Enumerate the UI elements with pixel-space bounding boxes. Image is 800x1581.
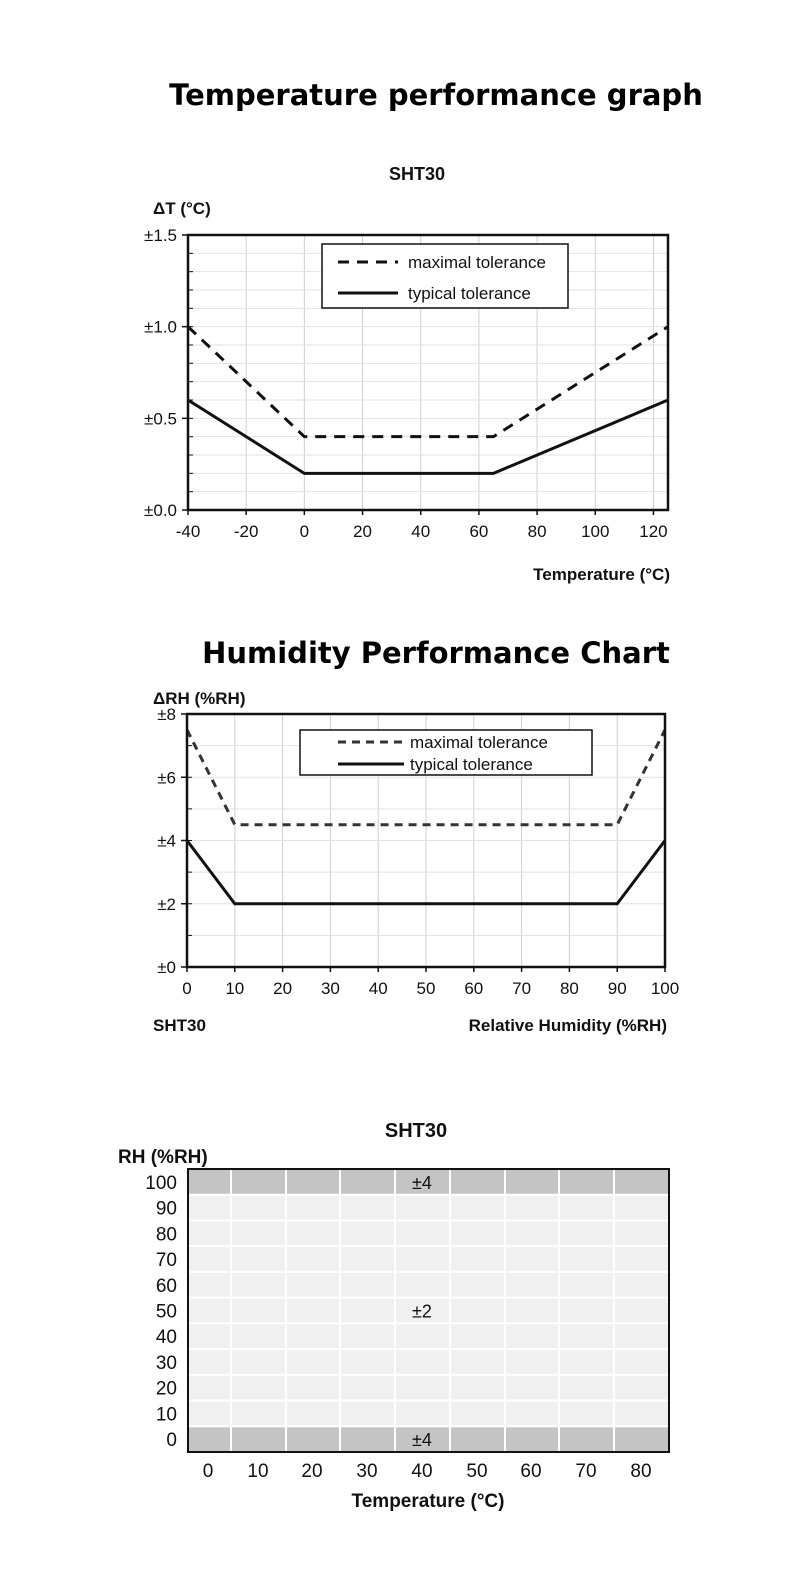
y-category-label: 60 <box>155 1275 177 1297</box>
x-category-label: 80 <box>630 1461 652 1482</box>
x-tick-label: 70 <box>512 979 532 998</box>
y-category-label: 30 <box>155 1352 177 1374</box>
zone-label-2: ±4 <box>412 1430 432 1451</box>
x-tick-label: 60 <box>469 522 489 541</box>
y-category-label: 90 <box>155 1198 177 1220</box>
y-tick-label: ±2 <box>157 894 176 914</box>
corner-label: SHT30 <box>153 1016 206 1035</box>
x-tick-label: 0 <box>299 522 310 541</box>
x-category-label: 40 <box>411 1461 433 1482</box>
x-tick-label: 120 <box>639 522 668 541</box>
zone-label-1: ±2 <box>412 1301 432 1322</box>
y-axis-label: ΔT (°C) <box>153 199 211 218</box>
x-category-label: 70 <box>575 1461 597 1482</box>
y-category-label: 10 <box>155 1404 177 1426</box>
y-tick-label: ±8 <box>157 705 176 724</box>
x-tick-label: 40 <box>411 522 431 541</box>
x-axis-label: Temperature (°C) <box>351 1491 505 1512</box>
y-tick-label: ±6 <box>157 768 176 788</box>
x-tick-label: 60 <box>464 979 484 998</box>
legend-entry-0: maximal tolerance <box>408 253 546 272</box>
chart-title: SHT30 <box>384 1120 448 1142</box>
y-axis-label: RH (%RH) <box>118 1147 208 1168</box>
x-tick-label: -20 <box>233 522 259 541</box>
y-category-label: 80 <box>155 1224 177 1246</box>
temperature-section-title: Temperature performance graph <box>169 78 703 112</box>
x-category-label: 30 <box>356 1461 378 1482</box>
humidity-section-title: Humidity Performance Chart <box>202 636 670 670</box>
x-axis-label: Relative Humidity (%RH) <box>468 1016 667 1035</box>
y-axis-label: ΔRH (%RH) <box>153 689 246 708</box>
x-tick-label: 20 <box>273 979 293 998</box>
x-tick-label: 40 <box>368 979 388 998</box>
x-axis-label: Temperature (°C) <box>533 565 670 584</box>
chart-title: SHT30 <box>388 164 446 184</box>
y-tick-label: ±0.5 <box>144 409 177 429</box>
y-category-label: 50 <box>155 1301 177 1323</box>
y-category-label: 100 <box>145 1172 177 1194</box>
x-tick-label: 0 <box>182 979 192 998</box>
zone-label-0: ±4 <box>412 1172 432 1193</box>
legend-entry-1: typical tolerance <box>408 284 531 303</box>
x-tick-label: 50 <box>416 979 436 998</box>
x-category-label: 60 <box>520 1461 542 1482</box>
y-tick-label: ±4 <box>157 831 176 851</box>
x-tick-label: 30 <box>320 979 340 998</box>
x-tick-label: 80 <box>527 522 547 541</box>
x-category-label: 20 <box>301 1461 323 1482</box>
y-tick-label: ±1.0 <box>144 317 177 337</box>
y-tick-label: ±1.5 <box>144 226 177 245</box>
y-tick-label: ±0.0 <box>144 501 177 520</box>
y-category-label: 70 <box>155 1250 177 1272</box>
x-tick-label: 80 <box>559 979 579 998</box>
x-tick-label: 20 <box>353 522 373 541</box>
x-tick-label: 10 <box>225 979 245 998</box>
x-tick-label: 100 <box>581 522 610 541</box>
y-category-label: 40 <box>155 1327 177 1349</box>
y-category-label: 20 <box>155 1378 177 1400</box>
x-tick-label: -40 <box>175 522 201 541</box>
x-category-label: 10 <box>247 1461 269 1482</box>
y-category-label: 0 <box>166 1430 177 1452</box>
x-category-label: 0 <box>202 1461 214 1482</box>
x-category-label: 50 <box>466 1461 488 1482</box>
x-tick-label: 100 <box>650 979 680 998</box>
legend-entry-0: maximal tolerance <box>410 733 548 752</box>
legend-entry-1: typical tolerance <box>410 755 533 774</box>
y-tick-label: ±0 <box>157 958 176 977</box>
x-tick-label: 90 <box>607 979 627 998</box>
